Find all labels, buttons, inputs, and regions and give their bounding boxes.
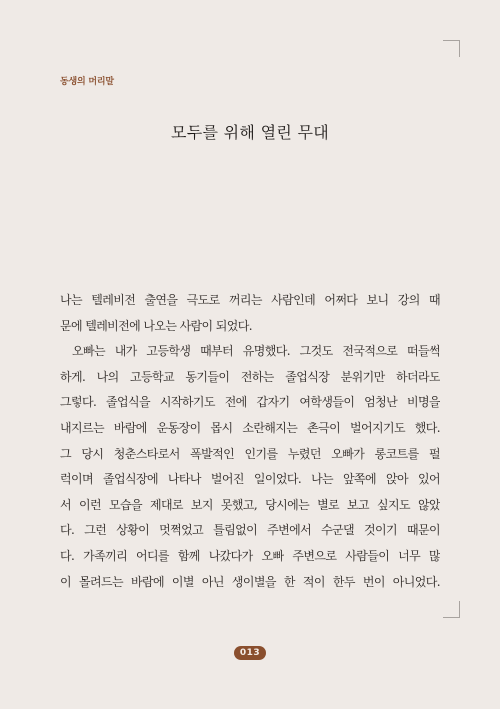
text-line: 다. 가족끼리 어디를 함께 나갔다가 오빠 주변으로 사람들이 너무 많: [60, 548, 440, 563]
page-number: 013: [234, 646, 266, 660]
text-line: 문에 텔레비전에 나오는 사람이 되었다.: [60, 318, 252, 333]
body-text: [60, 288, 440, 595]
text-line: 다. 그런 상황이 멋쩍었고 틀림없이 주변에서 수군댈 것이기 때문이: [60, 523, 440, 538]
text-line: 오빠는 내가 고등학생 때부터 유명했다. 그것도 전국적으로 떠들썩: [72, 344, 440, 359]
corner-mark-bottom-right: [443, 601, 460, 618]
text-line: 그렇다. 졸업식을 시작하기도 전에 갑자기 여학생들이 엄청난 비명을: [60, 395, 440, 410]
chapter-title: 모두를 위해 열린 무대: [171, 123, 329, 142]
text-line: 럭이며 졸업식장에 나타나 벌어진 일이었다. 나는 앞쪽에 앉아 있어: [60, 472, 440, 487]
text-line: 하게. 나의 고등학교 동기들이 전하는 졸업식장 분위기만 하더라도: [60, 369, 440, 384]
text-line: 나는 텔레비전 출연을 극도로 꺼리는 사람인데 어쩌다 보니 강의 때: [60, 293, 440, 307]
text-line: 서 이런 모습을 제대로 보지 못했고, 당시에는 별로 보고 싶지도 않았: [60, 497, 440, 512]
text-line: 내지르는 바람에 운동장이 몹시 소란해지는 촌극이 벌어지기도 했다.: [60, 420, 440, 435]
text-line: 이 몰려드는 바람에 이별 아닌 생이별을 한 적이 한두 번이 아니었다.: [60, 574, 440, 589]
text-line: 그 당시 청춘스타로서 폭발적인 인기를 누렸던 오빠가 롱코트를 펄: [60, 446, 440, 461]
section-label: 동생의 머리말: [60, 77, 114, 87]
corner-mark-top-right: [443, 40, 460, 57]
